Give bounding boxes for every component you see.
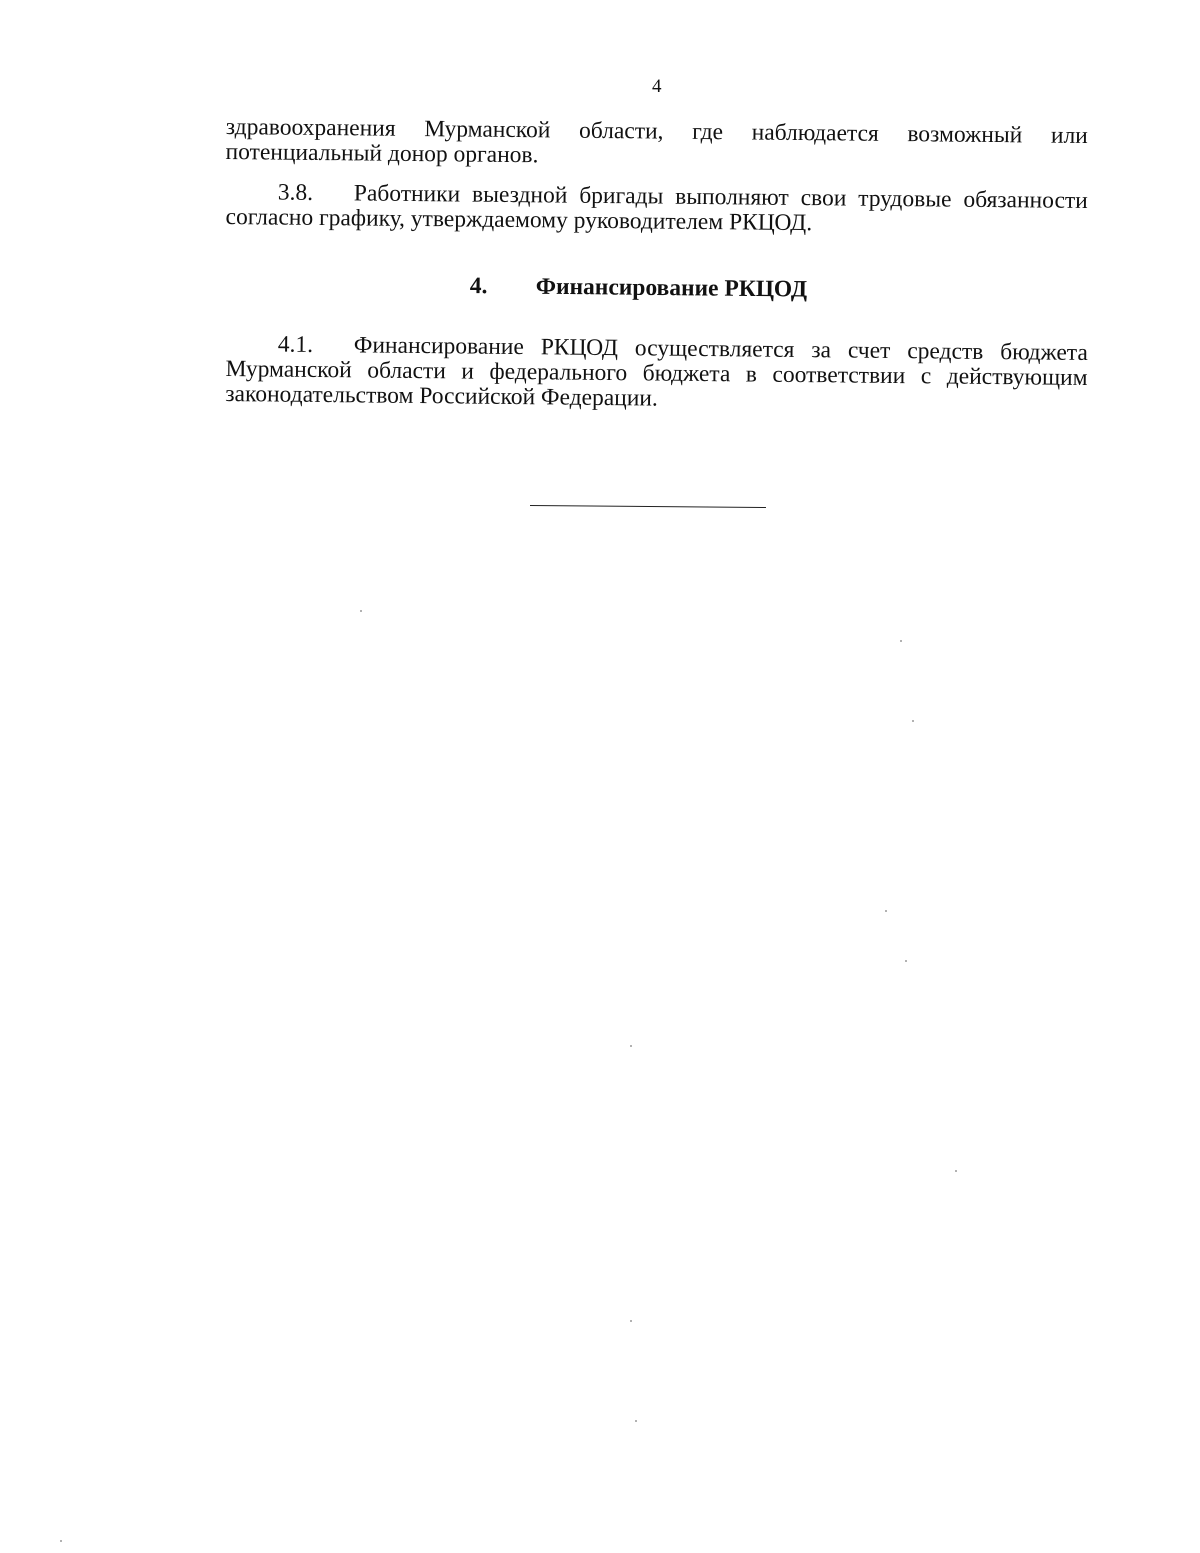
scan-speck (360, 610, 362, 612)
paragraph-3-8 (225, 180, 1087, 239)
paragraph-number: 4.1. (277, 331, 314, 358)
section-title: Финансирование РКЦОД (535, 273, 808, 303)
section-heading (470, 273, 807, 304)
page-number: 4 (652, 76, 662, 97)
scan-speck (630, 1320, 632, 1322)
scan-speck (900, 640, 902, 642)
scan-speck (905, 960, 907, 962)
end-of-document-rule (530, 505, 766, 508)
scan-speck (630, 1045, 632, 1047)
scan-speck (60, 1540, 62, 1542)
paragraph-4-1 (225, 332, 1088, 416)
scan-speck (912, 720, 914, 722)
section-number: 4. (469, 273, 488, 300)
paragraph-text: Работники выездной бригады выполняют свои трудовые обязанности согласно графику, утверждаемому руководителем РКЦОД. (225, 180, 1088, 237)
scan-speck (955, 1170, 957, 1172)
paragraph-continuation (225, 115, 1087, 174)
scan-speck (885, 910, 887, 912)
paragraph-text: Финансирование РКЦОД осуществляется за счет средств бюджета Мурманской области и федерального бюджета в соответствии с действующим законодательством Российской Федерации. (225, 332, 1088, 412)
paragraph-number: 3.8. (277, 179, 314, 206)
scan-speck (635, 1420, 637, 1422)
paragraph-text: здравоохранения Мурманской области, где наблюдается возможный или потенциальный донор органов. (225, 114, 1088, 169)
